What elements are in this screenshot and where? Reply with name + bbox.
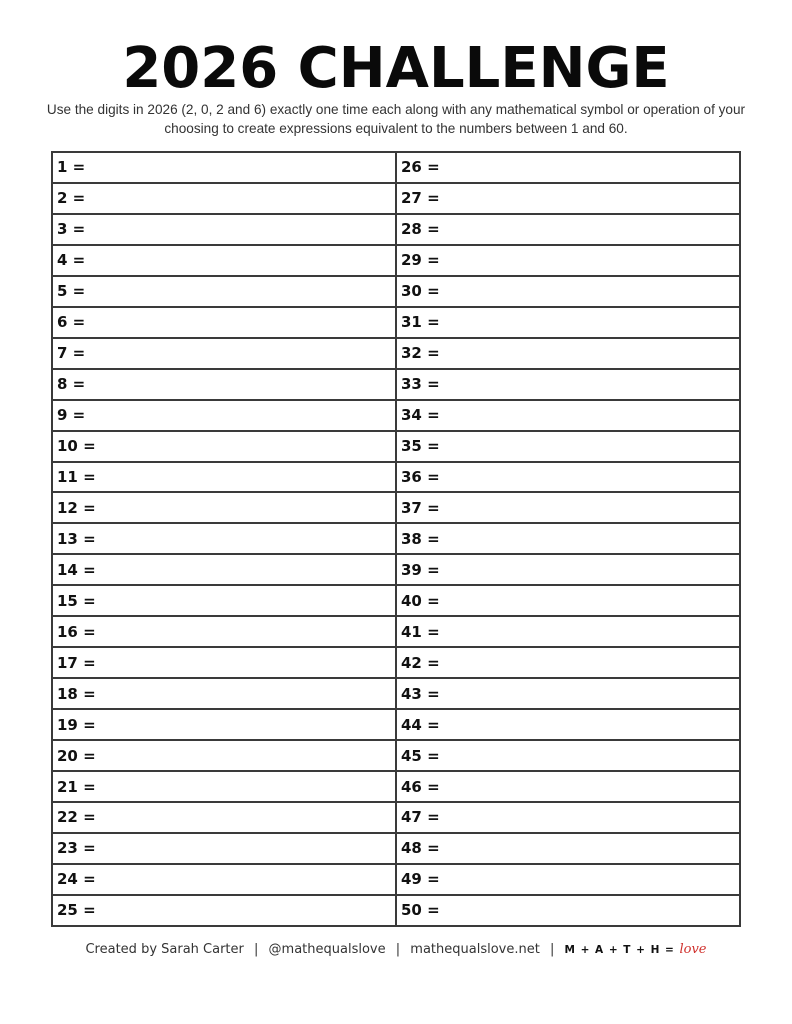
answer-cell[interactable]: 16 = xyxy=(53,615,395,646)
footer-separator: | xyxy=(254,942,259,957)
answer-cell[interactable]: 38 = xyxy=(397,522,739,553)
answer-cell[interactable]: 3 = xyxy=(53,213,395,244)
instructions: Use the digits in 2026 (2, 0, 2 and 6) exactly one time each along with any mathematical symbol or operation of your choosing to create expressions equivalent to the numbers between 1 and 60. xyxy=(46,102,746,136)
answer-cell[interactable]: 5 = xyxy=(53,275,395,306)
answer-cell[interactable]: 27 = xyxy=(397,182,739,213)
answer-cell[interactable]: 22 = xyxy=(53,801,395,832)
answer-cell[interactable]: 30 = xyxy=(397,275,739,306)
answer-cell[interactable]: 46 = xyxy=(397,770,739,801)
answer-cell[interactable]: 1 = xyxy=(57,158,86,177)
answer-cell[interactable]: 17 = xyxy=(53,646,395,677)
answer-cell[interactable]: 11 = xyxy=(53,461,395,492)
answer-cell[interactable]: 37 = xyxy=(397,491,739,522)
answer-cell[interactable]: 45 = xyxy=(397,739,739,770)
answer-cell[interactable]: 13 = xyxy=(53,522,395,553)
answer-grid xyxy=(51,151,741,927)
answer-cell[interactable]: 15 = xyxy=(53,584,395,615)
math-love-logo xyxy=(565,944,707,956)
answer-cell[interactable]: 32 = xyxy=(397,337,739,368)
answer-cell[interactable]: 40 = xyxy=(397,584,739,615)
right-column xyxy=(395,153,739,925)
answer-cell[interactable]: 42 = xyxy=(397,646,739,677)
footer-separator: | xyxy=(395,942,401,957)
answer-cell[interactable]: 39 = xyxy=(397,553,739,584)
answer-cell[interactable]: 33 = xyxy=(397,368,739,399)
answer-cell[interactable]: 35 = xyxy=(397,430,739,461)
page-title: 2026 CHALLENGE xyxy=(122,36,670,101)
answer-cell[interactable]: 2 = xyxy=(53,182,395,213)
answer-cell[interactable]: 49 = xyxy=(397,863,739,894)
answer-cell[interactable]: 7 = xyxy=(53,337,395,368)
answer-cell[interactable]: 41 = xyxy=(397,615,739,646)
footer-credit: Created by Sarah Carter xyxy=(85,942,244,957)
answer-cell[interactable]: 21 = xyxy=(53,770,395,801)
answer-cell[interactable]: 29 = xyxy=(397,244,739,275)
answer-cell[interactable]: 47 = xyxy=(397,801,739,832)
answer-cell[interactable]: 50 = xyxy=(397,894,739,925)
answer-cell[interactable]: 4 = xyxy=(53,244,395,275)
answer-cell[interactable]: 44 = xyxy=(397,708,739,739)
answer-cell[interactable]: 34 = xyxy=(397,399,739,430)
answer-cell[interactable]: 12 = xyxy=(53,491,395,522)
answer-cell[interactable]: 26 = xyxy=(401,158,440,177)
answer-cell[interactable]: 23 = xyxy=(53,832,395,863)
answer-cell[interactable]: 6 = xyxy=(53,306,395,337)
answer-cell[interactable]: 43 = xyxy=(397,677,739,708)
answer-cell[interactable]: 9 = xyxy=(53,399,395,430)
answer-cell[interactable]: 14 = xyxy=(53,553,395,584)
answer-cell[interactable]: 18 = xyxy=(53,677,395,708)
answer-cell[interactable]: 36 = xyxy=(397,461,739,492)
answer-cell[interactable]: 28 = xyxy=(397,213,739,244)
logo-love-script: love xyxy=(679,942,707,957)
footer-website: mathequalslove.net xyxy=(410,942,540,957)
answer-cell[interactable]: 24 = xyxy=(53,863,395,894)
answer-cell[interactable]: 25 = xyxy=(53,894,395,925)
answer-cell[interactable]: 8 = xyxy=(53,368,395,399)
answer-cell[interactable]: 20 = xyxy=(53,739,395,770)
answer-cell[interactable]: 31 = xyxy=(397,306,739,337)
left-column xyxy=(53,153,395,925)
logo-text: M + A + T + H = xyxy=(564,944,675,956)
footer-handle: @mathequalslove xyxy=(268,942,386,957)
footer xyxy=(0,942,792,957)
answer-cell[interactable]: 48 = xyxy=(397,832,739,863)
answer-cell[interactable]: 19 = xyxy=(53,708,395,739)
answer-cell[interactable]: 10 = xyxy=(53,430,395,461)
footer-separator: | xyxy=(549,942,555,957)
